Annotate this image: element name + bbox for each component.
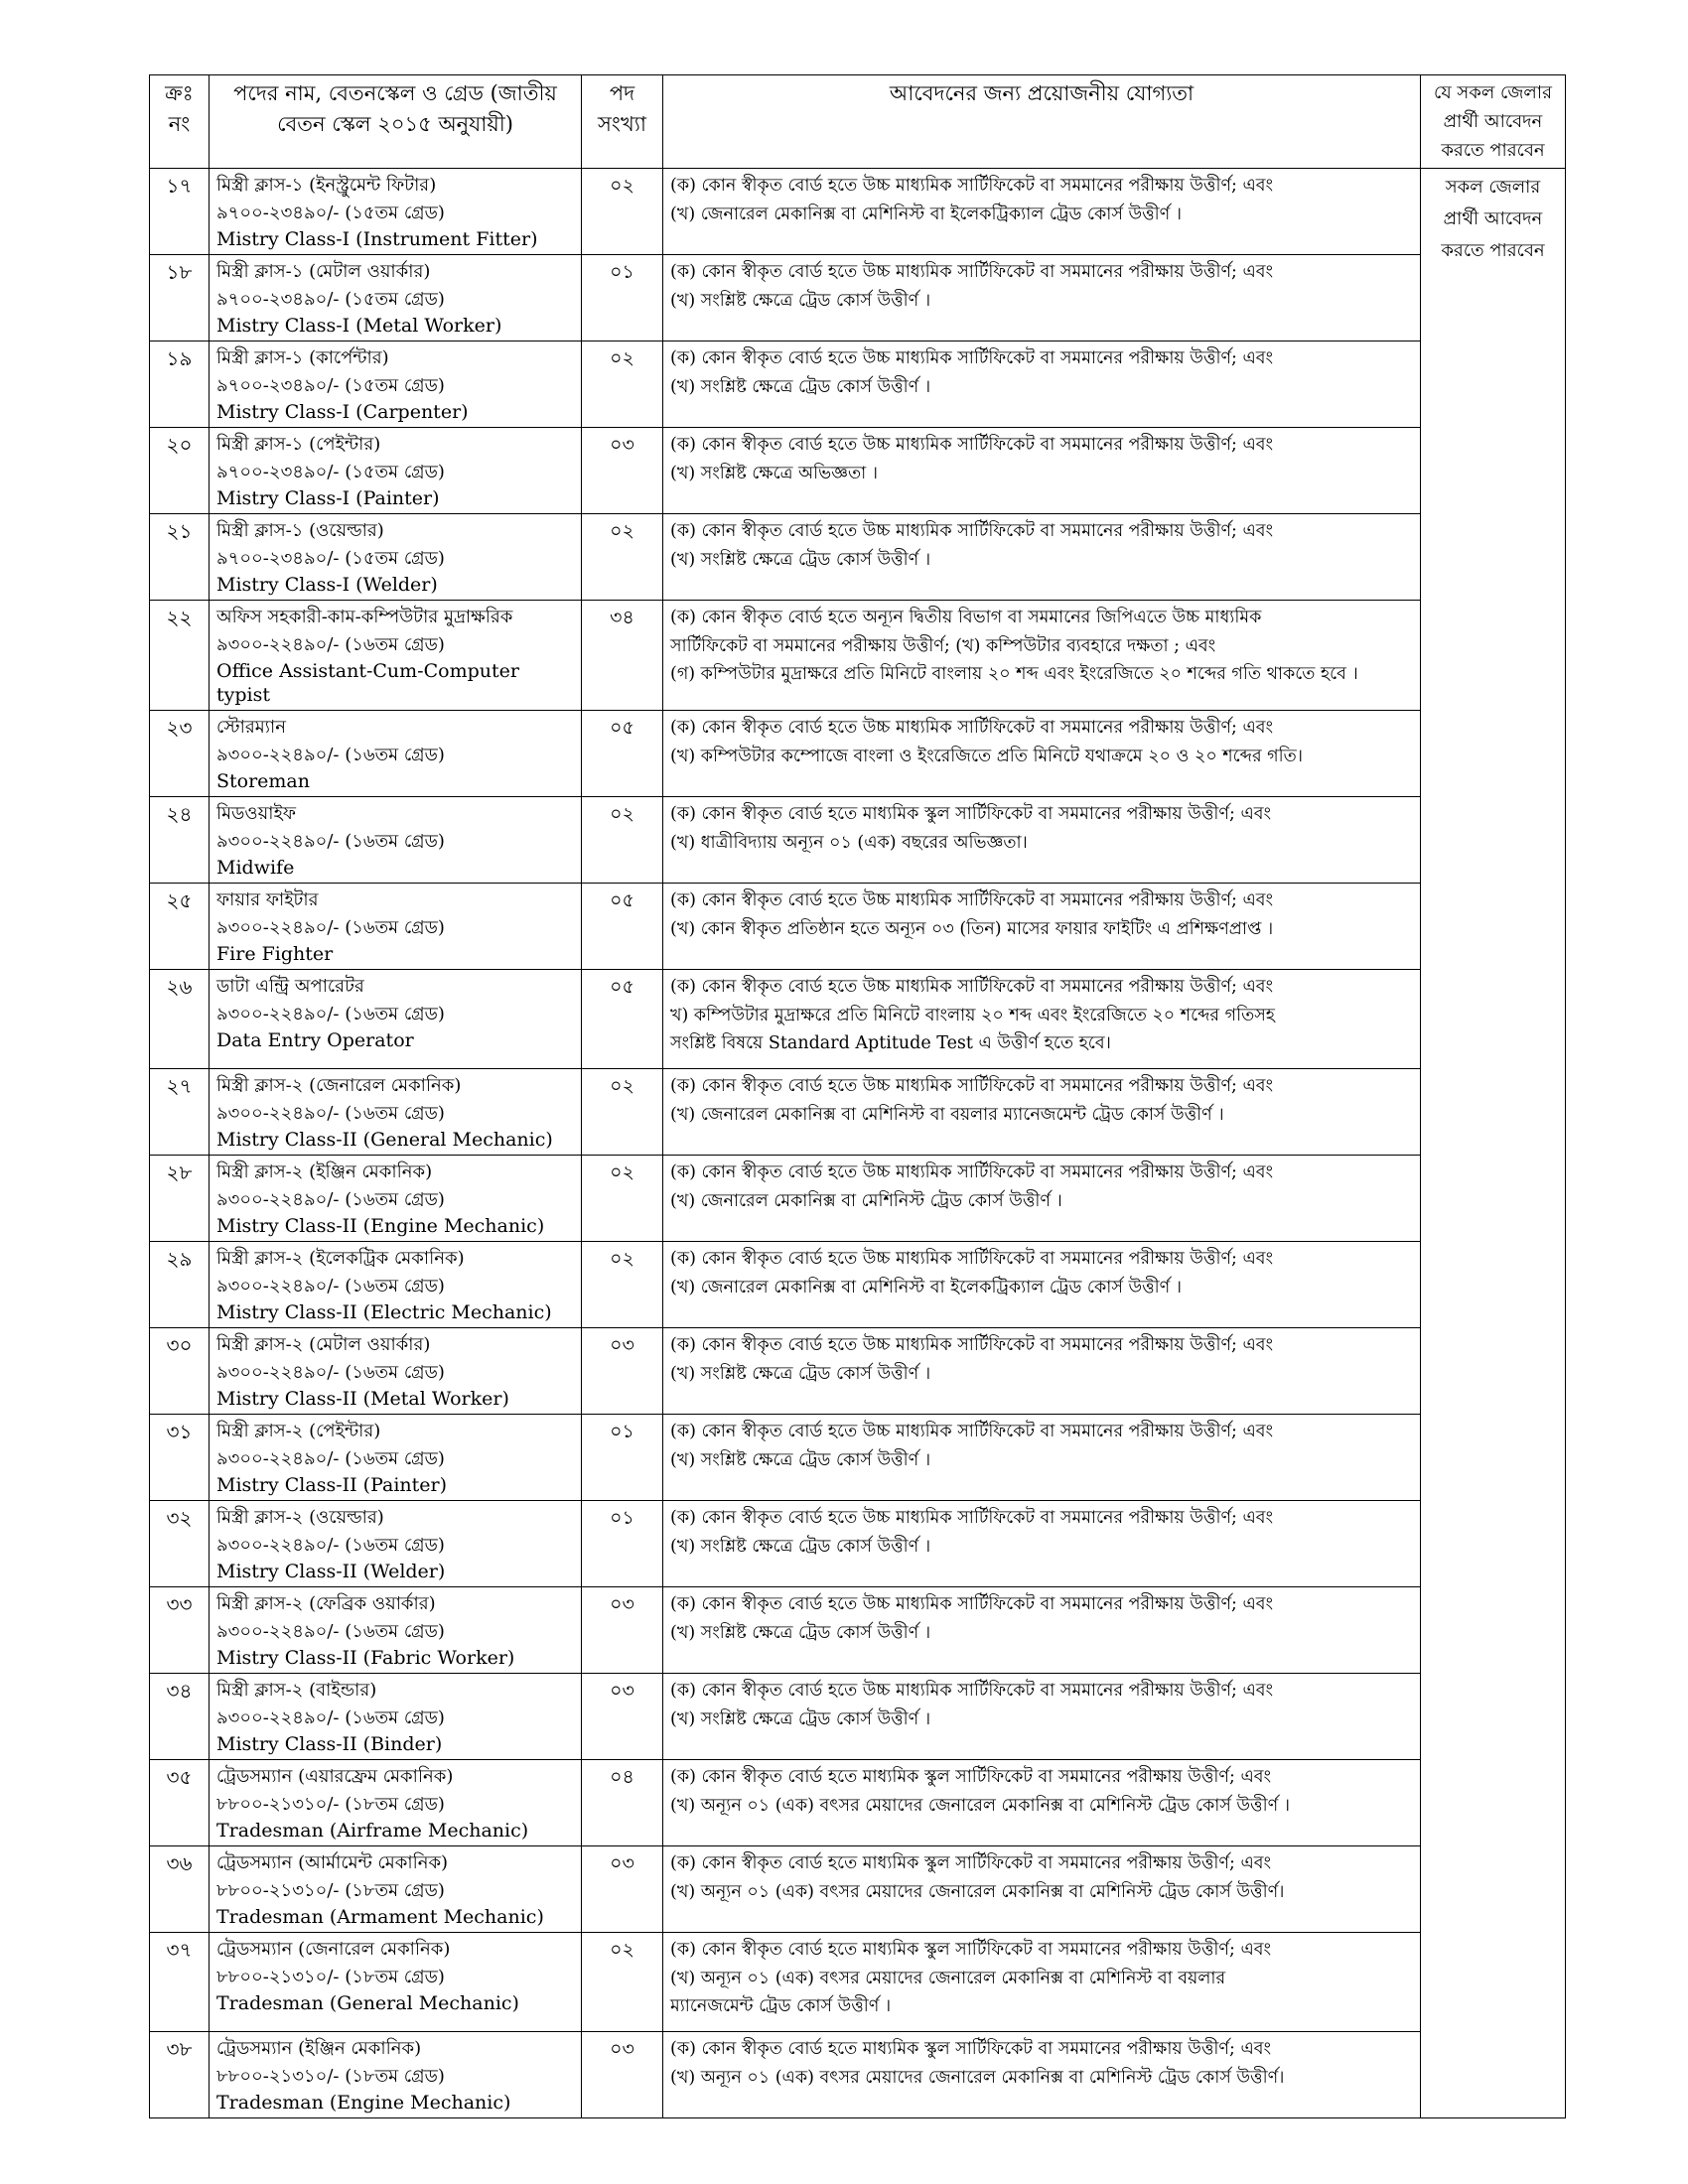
- post-cell: [210, 1156, 582, 1242]
- qualification-cell: [663, 601, 1421, 711]
- post-cell: [210, 1760, 582, 1846]
- qualification-line: (ক) কোন স্বীকৃত বোর্ড হতে উচ্চ মাধ্যমিক সার্টিফিকেট বা সমমানের পরীক্ষায় উত্তীর্ণ; এবং: [670, 1422, 1274, 1441]
- post-name-bn: মিস্ত্রী ক্লাস-২ (মেটাল ওয়ার্কার): [216, 1334, 431, 1355]
- qualification-line: (ক) কোন স্বীকৃত বোর্ড হতে উচ্চ মাধ্যমিক সার্টিফিকেট বা সমমানের পরীক্ষায় উত্তীর্ণ; এবং: [670, 348, 1274, 368]
- post-cell: [210, 1242, 582, 1328]
- qualification-line: (খ) সংশ্লিষ্ট ক্ষেত্রে ট্রেড কোর্স উত্তীর্ণ ।: [670, 1363, 931, 1384]
- qualification-line: (ক) কোন স্বীকৃত বোর্ড হতে উচ্চ মাধ্যমিক সার্টিফিকেট বা সমমানের পরীক্ষায় উত্তীর্ণ; এবং: [670, 521, 1274, 541]
- post-name-en: Tradesman (Airframe Mechanic): [216, 1820, 529, 1842]
- qualification-cell: [663, 711, 1421, 797]
- post-name-en: Mistry Class-II (Engine Mechanic): [216, 1215, 545, 1237]
- pay-scale: ৯৭০০-২৩৪৯০/- (১৫তম গ্রেড): [216, 289, 445, 310]
- pay-scale: ৯৭০০-২৩৪৯০/- (১৫তম গ্রেড): [216, 462, 445, 482]
- post-cell: [210, 428, 582, 514]
- table-row: [150, 1674, 1566, 1760]
- post-cell: [210, 255, 582, 341]
- post-name-bn: মিস্ত্রী ক্লাস-২ (বাইন্ডার): [216, 1680, 377, 1701]
- qualification-line: (ক) কোন স্বীকৃত বোর্ড হতে উচ্চ মাধ্যমিক সার্টিফিকেট বা সমমানের পরীক্ষায় উত্তীর্ণ; এবং: [670, 1335, 1274, 1355]
- table-row: [150, 169, 1566, 255]
- table-row: [150, 1933, 1566, 2032]
- qualification-cell: [663, 1069, 1421, 1156]
- qualification-line: (গ) কম্পিউটার মুদ্রাক্ষরে প্রতি মিনিটে বাংলায় ২০ শব্দ এবং ইংরেজিতে ২০ শব্দের গতি থাকতে হবে ।: [670, 664, 1358, 684]
- post-cell: [210, 1587, 582, 1674]
- post-cell: [210, 1933, 582, 2032]
- serial-number: ৩২: [150, 1501, 210, 1587]
- table-row: [150, 1760, 1566, 1846]
- post-cell: [210, 970, 582, 1069]
- qualification-line: (ক) কোন স্বীকৃত বোর্ড হতে উচ্চ মাধ্যমিক সার্টিফিকেট বা সমমানের পরীক্ষায় উত্তীর্ণ; এবং: [670, 1162, 1274, 1182]
- post-name-en: Mistry Class-II (Electric Mechanic): [216, 1301, 552, 1323]
- qualification-cell: [663, 1415, 1421, 1501]
- post-name-en: Data Entry Operator: [216, 1029, 414, 1051]
- post-name-en: Mistry Class-I (Carpenter): [216, 401, 469, 423]
- qualification-line: (খ) অন্যূন ০১ (এক) বৎসর মেয়াদের জেনারেল মেকানিক্স বা মেশিনিস্ট ট্রেড কোর্স উত্তীর্ণ।: [670, 1881, 1285, 1902]
- qualification-cell: [663, 1328, 1421, 1415]
- qualification-line: (খ) অন্যূন ০১ (এক) বৎসর মেয়াদের জেনারেল মেকানিক্স বা মেশিনিস্ট ট্রেড কোর্স উত্তীর্ণ।: [670, 2067, 1285, 2088]
- qualification-line: (খ) জেনারেল মেকানিক্স বা মেশিনিস্ট বা বয়লার ম্যানেজমেন্ট ট্রেড কোর্স উত্তীর্ণ ।: [670, 1104, 1224, 1125]
- qualification-cell: [663, 1674, 1421, 1760]
- qualification-line: (খ) সংশ্লিষ্ট ক্ষেত্রে অভিজ্ঞতা ।: [670, 463, 878, 483]
- qualification-line: (খ) সংশ্লিষ্ট ক্ষেত্রে ট্রেড কোর্স উত্তীর্ণ ।: [670, 549, 931, 570]
- pay-scale: ৯৩০০-২২৪৯০/- (১৬তম গ্রেড): [216, 1621, 445, 1642]
- table-row: [150, 1242, 1566, 1328]
- qualification-line: (খ) সংশ্লিষ্ট ক্ষেত্রে ট্রেড কোর্স উত্তীর্ণ ।: [670, 290, 931, 311]
- qualification-line: (ক) কোন স্বীকৃত বোর্ড হতে উচ্চ মাধ্যমিক সার্টিফিকেট বা সমমানের পরীক্ষায় উত্তীর্ণ; এবং: [670, 1249, 1274, 1269]
- post-name-en: Midwife: [216, 857, 295, 879]
- eligible-districts: সকল জেলার প্রার্থী আবেদন করতে পারবেন: [1421, 169, 1566, 2118]
- serial-number: ১৯: [150, 341, 210, 428]
- post-count: ০৩: [582, 1587, 663, 1674]
- post-cell: [210, 1674, 582, 1760]
- post-name-en: Mistry Class-II (Binder): [216, 1733, 443, 1755]
- qualification-cell: [663, 2032, 1421, 2118]
- pay-scale: ৯৩০০-২২৪৯০/- (১৬তম গ্রেড): [216, 1448, 445, 1469]
- qualification-line: (খ) সংশ্লিষ্ট ক্ষেত্রে ট্রেড কোর্স উত্তীর্ণ ।: [670, 1449, 931, 1470]
- header-districts: যে সকল জেলার প্রার্থী আবেদন করতে পারবেন: [1421, 75, 1566, 169]
- post-name-bn: মিস্ত্রী ক্লাস-২ (ফেব্রিক ওয়ার্কার): [216, 1593, 436, 1614]
- post-count: ০৫: [582, 884, 663, 970]
- post-name-en: Mistry Class-II (Welder): [216, 1561, 446, 1582]
- qualification-line: (ক) কোন স্বীকৃত বোর্ড হতে মাধ্যমিক স্কুল সার্টিফিকেট বা সমমানের পরীক্ষায় উত্তীর্ণ; এবং: [670, 2039, 1272, 2059]
- qualification-line: (ক) কোন স্বীকৃত বোর্ড হতে উচ্চ মাধ্যমিক সার্টিফিকেট বা সমমানের পরীক্ষায় উত্তীর্ণ; এবং: [670, 977, 1274, 997]
- qualification-line: (খ) ধাত্রীবিদ্যায় অন্যূন ০১ (এক) বছরের অভিজ্ঞতা।: [670, 832, 1028, 853]
- post-name-en: Office Assistant-Cum-Computer typist: [216, 660, 519, 706]
- serial-number: ২৭: [150, 1069, 210, 1156]
- post-cell: [210, 1846, 582, 1933]
- table-row: [150, 1328, 1566, 1415]
- post-name-en: Mistry Class-II (Metal Worker): [216, 1388, 509, 1410]
- qualification-line: (ক) কোন স্বীকৃত বোর্ড হতে উচ্চ মাধ্যমিক সার্টিফিকেট বা সমমানের পরীক্ষায় উত্তীর্ণ; এবং: [670, 1594, 1274, 1614]
- table-row: [150, 341, 1566, 428]
- qualification-cell: [663, 514, 1421, 601]
- post-name-en: Mistry Class-II (General Mechanic): [216, 1129, 553, 1151]
- pay-scale: ৯৩০০-২২৪৯০/- (১৬তম গ্রেড): [216, 1707, 445, 1728]
- post-name-bn: মিস্ত্রী ক্লাস-২ (ওয়েল্ডার): [216, 1507, 384, 1528]
- qualification-line: (ক) কোন স্বীকৃত বোর্ড হতে উচ্চ মাধ্যমিক সার্টিফিকেট বা সমমানের পরীক্ষায় উত্তীর্ণ; এবং: [670, 890, 1274, 910]
- pay-scale: ৯৩০০-২২৪৯০/- (১৬তম গ্রেড): [216, 917, 445, 938]
- post-count: ০৩: [582, 428, 663, 514]
- qualification-line: (খ) সংশ্লিষ্ট ক্ষেত্রে ট্রেড কোর্স উত্তীর্ণ ।: [670, 376, 931, 397]
- qualification-cell: [663, 428, 1421, 514]
- table-row: [150, 1587, 1566, 1674]
- qualification-line: (খ) জেনারেল মেকানিক্স বা মেশিনিস্ট ট্রেড কোর্স উত্তীর্ণ ।: [670, 1190, 1062, 1211]
- qualification-line: (ক) কোন স্বীকৃত বোর্ড হতে উচ্চ মাধ্যমিক সার্টিফিকেট বা সমমানের পরীক্ষায় উত্তীর্ণ; এবং: [670, 718, 1274, 738]
- post-name-en: Mistry Class-I (Instrument Fitter): [216, 228, 538, 250]
- serial-number: ২৩: [150, 711, 210, 797]
- post-count: ০২: [582, 169, 663, 255]
- post-cell: [210, 1069, 582, 1156]
- qualification-cell: [663, 1156, 1421, 1242]
- post-count: ০২: [582, 1242, 663, 1328]
- post-cell: [210, 797, 582, 884]
- post-name-bn: মিস্ত্রী ক্লাস-১ (পেইন্টার): [216, 434, 381, 455]
- post-name-en: Tradesman (Armament Mechanic): [216, 1906, 544, 1928]
- qualification-line: (খ) সংশ্লিষ্ট ক্ষেত্রে ট্রেড কোর্স উত্তীর্ণ ।: [670, 1708, 931, 1729]
- pay-scale: ৯৩০০-২২৪৯০/- (১৬তম গ্রেড): [216, 1535, 445, 1556]
- post-count: ০২: [582, 1156, 663, 1242]
- qualification-line: (খ) কোন স্বীকৃত প্রতিষ্ঠান হতে অন্যূন ০৩ (তিন) মাসের ফায়ার ফাইটিং এ প্রশিক্ষণপ্রাপ্ত ।: [670, 918, 1274, 939]
- post-name-en: Mistry Class-II (Painter): [216, 1474, 448, 1496]
- table-row: [150, 1846, 1566, 1933]
- qualification-line: (খ) কম্পিউটার কম্পোজে বাংলা ও ইংরেজিতে প্রতি মিনিটে যথাক্রমে ২০ ও ২০ শব্দের গতি।: [670, 746, 1304, 766]
- table-row: [150, 2032, 1566, 2118]
- qualification-cell: [663, 884, 1421, 970]
- pay-scale: ৯৩০০-২২৪৯০/- (১৬তম গ্রেড): [216, 745, 445, 765]
- post-name-bn: ফায়ার ফাইটার: [216, 889, 319, 910]
- post-cell: [210, 2032, 582, 2118]
- header-serial: ক্রঃ নং: [150, 75, 210, 169]
- pay-scale: ৮৮০০-২১৩১০/- (১৮তম গ্রেড): [216, 1880, 445, 1901]
- post-name-bn: মিডওয়াইফ: [216, 803, 296, 824]
- qualification-line: (ক) কোন স্বীকৃত বোর্ড হতে উচ্চ মাধ্যমিক সার্টিফিকেট বা সমমানের পরীক্ষায় উত্তীর্ণ; এবং: [670, 262, 1274, 282]
- post-name-bn: ট্রেডসম্যান (জেনারেল মেকানিক): [216, 1939, 451, 1960]
- post-count: ০৪: [582, 1760, 663, 1846]
- table-row: [150, 255, 1566, 341]
- qualification-cell: [663, 1587, 1421, 1674]
- post-name-bn: মিস্ত্রী ক্লাস-২ (পেইন্টার): [216, 1421, 381, 1441]
- qualification-line: সার্টিফিকেট বা সমমানের পরীক্ষায় উত্তীর্ণ; (খ) কম্পিউটার ব্যবহারে দক্ষতা ; এবং: [670, 635, 1216, 656]
- post-name-en: Storeman: [216, 770, 310, 792]
- post-count: ০৫: [582, 711, 663, 797]
- table-row: [150, 428, 1566, 514]
- qualification-line: (ক) কোন স্বীকৃত বোর্ড হতে উচ্চ মাধ্যমিক সার্টিফিকেট বা সমমানের পরীক্ষায় উত্তীর্ণ; এবং: [670, 1076, 1274, 1096]
- table-row: [150, 514, 1566, 601]
- post-count: ০৩: [582, 1846, 663, 1933]
- serial-number: ২২: [150, 601, 210, 711]
- post-count: ০১: [582, 1501, 663, 1587]
- post-name-en: Mistry Class-II (Fabric Worker): [216, 1647, 515, 1669]
- qualification-line: (ক) কোন স্বীকৃত বোর্ড হতে মাধ্যমিক স্কুল সার্টিফিকেট বা সমমানের পরীক্ষায় উত্তীর্ণ; এবং: [670, 1767, 1272, 1787]
- qualification-line: (ক) কোন স্বীকৃত বোর্ড হতে উচ্চ মাধ্যমিক সার্টিফিকেট বা সমমানের পরীক্ষায় উত্তীর্ণ; এবং: [670, 1681, 1274, 1701]
- qualification-line: সংশ্লিষ্ট বিষয়ে Standard Aptitude Test এ উত্তীর্ণ হতে হবে।: [670, 1033, 1111, 1053]
- serial-number: ২৬: [150, 970, 210, 1069]
- table-body: [150, 169, 1566, 2118]
- qualification-cell: [663, 797, 1421, 884]
- post-name-bn: ট্রেডসম্যান (এয়ারফ্রেম মেকানিক): [216, 1766, 454, 1787]
- serial-number: ৩৪: [150, 1674, 210, 1760]
- pay-scale: ৯৩০০-২২৪৯০/- (১৬তম গ্রেড): [216, 634, 445, 655]
- pay-scale: ৯৩০০-২২৪৯০/- (১৬তম গ্রেড): [216, 831, 445, 852]
- pay-scale: ৯৩০০-২২৪৯০/- (১৬তম গ্রেড): [216, 1189, 445, 1210]
- serial-number: ২০: [150, 428, 210, 514]
- qualification-cell: [663, 169, 1421, 255]
- post-name-bn: মিস্ত্রী ক্লাস-১ (ওয়েল্ডার): [216, 520, 384, 541]
- header-count: পদ সংখ্যা: [582, 75, 663, 169]
- qualification-cell: [663, 341, 1421, 428]
- post-cell: [210, 169, 582, 255]
- table-row: [150, 1156, 1566, 1242]
- qualification-cell: [663, 1501, 1421, 1587]
- post-name-bn: মিস্ত্রী ক্লাস-১ (ইনস্ট্রুমেন্ট ফিটার): [216, 175, 437, 196]
- post-count: ০১: [582, 1415, 663, 1501]
- header-qualification: আবেদনের জন্য প্রয়োজনীয় যোগ্যতা: [663, 75, 1421, 169]
- post-count: ০২: [582, 341, 663, 428]
- post-count: ০২: [582, 1933, 663, 2032]
- serial-number: ৩৭: [150, 1933, 210, 2032]
- pay-scale: ৯৩০০-২২৪৯০/- (১৬তম গ্রেড): [216, 1004, 445, 1024]
- table-header: [150, 75, 1566, 169]
- table-row: [150, 797, 1566, 884]
- serial-number: ২১: [150, 514, 210, 601]
- post-name-bn: স্টোরম্যান: [216, 717, 286, 738]
- qualification-line: খ) কম্পিউটার মুদ্রাক্ষরে প্রতি মিনিটে বাংলায় ২০ শব্দ এবং ইংরেজিতে ২০ শব্দের গতিসহ: [670, 1005, 1275, 1025]
- post-count: ০২: [582, 514, 663, 601]
- post-count: ০৩: [582, 1328, 663, 1415]
- serial-number: ৩৬: [150, 1846, 210, 1933]
- pay-scale: ৯৭০০-২৩৪৯০/- (১৫তম গ্রেড): [216, 548, 445, 569]
- post-name-en: Tradesman (Engine Mechanic): [216, 2092, 511, 2114]
- post-cell: [210, 1328, 582, 1415]
- qualification-line: (খ) সংশ্লিষ্ট ক্ষেত্রে ট্রেড কোর্স উত্তীর্ণ ।: [670, 1536, 931, 1557]
- qualification-cell: [663, 1760, 1421, 1846]
- serial-number: ৩৩: [150, 1587, 210, 1674]
- pay-scale: ৮৮০০-২১৩১০/- (১৮তম গ্রেড): [216, 1794, 445, 1815]
- post-count: ০১: [582, 255, 663, 341]
- post-name-bn: ট্রেডসম্যান (ইঞ্জিন মেকানিক): [216, 2038, 422, 2059]
- qualification-line: (ক) কোন স্বীকৃত বোর্ড হতে উচ্চ মাধ্যমিক সার্টিফিকেট বা সমমানের পরীক্ষায় উত্তীর্ণ; এবং: [670, 1508, 1274, 1528]
- serial-number: ৩০: [150, 1328, 210, 1415]
- post-cell: [210, 1501, 582, 1587]
- post-name-en: Mistry Class-I (Metal Worker): [216, 315, 502, 337]
- post-cell: [210, 711, 582, 797]
- qualification-line: (ক) কোন স্বীকৃত বোর্ড হতে উচ্চ মাধ্যমিক সার্টিফিকেট বা সমমানের পরীক্ষায় উত্তীর্ণ; এবং: [670, 435, 1274, 455]
- pay-scale: ৯৩০০-২২৪৯০/- (১৬তম গ্রেড): [216, 1362, 445, 1383]
- qualification-cell: [663, 1242, 1421, 1328]
- table-row: [150, 1069, 1566, 1156]
- pay-scale: ৯৭০০-২৩৪৯০/- (১৫তম গ্রেড): [216, 203, 445, 223]
- serial-number: ২৪: [150, 797, 210, 884]
- post-name-bn: অফিস সহকারী-কাম-কম্পিউটার মুদ্রাক্ষরিক: [216, 607, 513, 627]
- pay-scale: ৮৮০০-২১৩১০/- (১৮তম গ্রেড): [216, 1967, 445, 1987]
- table-row: [150, 970, 1566, 1069]
- serial-number: ১৮: [150, 255, 210, 341]
- serial-number: ২৯: [150, 1242, 210, 1328]
- table-row: [150, 711, 1566, 797]
- qualification-line: (ক) কোন স্বীকৃত বোর্ড হতে মাধ্যমিক স্কুল সার্টিফিকেট বা সমমানের পরীক্ষায় উত্তীর্ণ; এবং: [670, 804, 1272, 824]
- serial-number: ৩১: [150, 1415, 210, 1501]
- post-name-en: Fire Fighter: [216, 943, 334, 965]
- table-row: [150, 884, 1566, 970]
- serial-number: ৩৫: [150, 1760, 210, 1846]
- table-row: [150, 601, 1566, 711]
- qualification-line: ম্যানেজমেন্ট ট্রেড কোর্স উত্তীর্ণ ।: [670, 1996, 892, 2016]
- post-count: ০৩: [582, 1674, 663, 1760]
- qualification-line: (ক) কোন স্বীকৃত বোর্ড হতে অন্যূন দ্বিতীয় বিভাগ বা সমমানের জিপিএতে উচ্চ মাধ্যমিক: [670, 608, 1262, 627]
- post-name-bn: মিস্ত্রী ক্লাস-২ (ইলেকট্রিক মেকানিক): [216, 1248, 465, 1269]
- post-cell: [210, 1415, 582, 1501]
- qualification-line: (খ) জেনারেল মেকানিক্স বা মেশিনিস্ট বা ইলেকট্রিক্যাল ট্রেড কোর্স উত্তীর্ণ ।: [670, 204, 1182, 224]
- post-name-bn: ট্রেডসম্যান (আর্মামেন্ট মেকানিক): [216, 1852, 449, 1873]
- serial-number: ২৫: [150, 884, 210, 970]
- qualification-cell: [663, 1846, 1421, 1933]
- header-post: পদের নাম, বেতনস্কেল ও গ্রেড (জাতীয় বেতন স্কেল ২০১৫ অনুযায়ী): [210, 75, 582, 169]
- qualification-cell: [663, 1933, 1421, 2032]
- table-row: [150, 1415, 1566, 1501]
- post-name-en: Mistry Class-I (Welder): [216, 574, 438, 596]
- post-count: ০৩: [582, 2032, 663, 2118]
- post-cell: [210, 884, 582, 970]
- qualification-cell: [663, 970, 1421, 1069]
- post-cell: [210, 514, 582, 601]
- serial-number: ২৮: [150, 1156, 210, 1242]
- post-name-bn: ডাটা এন্ট্রি অপারেটর: [216, 976, 364, 997]
- post-name-en: Tradesman (General Mechanic): [216, 1992, 519, 2014]
- pay-scale: ৯৩০০-২২৪৯০/- (১৬তম গ্রেড): [216, 1276, 445, 1297]
- qualification-line: (খ) অন্যূন ০১ (এক) বৎসর মেয়াদের জেনারেল মেকানিক্স বা মেশিনিস্ট ট্রেড কোর্স উত্তীর্ণ ।: [670, 1795, 1290, 1816]
- qualification-line: (ক) কোন স্বীকৃত বোর্ড হতে উচ্চ মাধ্যমিক সার্টিফিকেট বা সমমানের পরীক্ষায় উত্তীর্ণ; এবং: [670, 176, 1274, 196]
- recruitment-table: [149, 74, 1566, 2118]
- post-name-bn: মিস্ত্রী ক্লাস-১ (কার্পেন্টার): [216, 347, 389, 368]
- pay-scale: ৯৩০০-২২৪৯০/- (১৬তম গ্রেড): [216, 1103, 445, 1124]
- post-count: ০২: [582, 797, 663, 884]
- post-name-bn: মিস্ত্রী ক্লাস-২ (ইঞ্জিন মেকানিক): [216, 1161, 433, 1182]
- qualification-line: (খ) জেনারেল মেকানিক্স বা মেশিনিস্ট বা ইলেকট্রিক্যাল ট্রেড কোর্স উত্তীর্ণ ।: [670, 1277, 1182, 1297]
- post-cell: [210, 601, 582, 711]
- table-row: [150, 1501, 1566, 1587]
- qualification-line: (ক) কোন স্বীকৃত বোর্ড হতে মাধ্যমিক স্কুল সার্টিফিকেট বা সমমানের পরীক্ষায় উত্তীর্ণ; এবং: [670, 1940, 1272, 1960]
- post-cell: [210, 341, 582, 428]
- pay-scale: ৯৭০০-২৩৪৯০/- (১৫তম গ্রেড): [216, 375, 445, 396]
- qualification-line: (খ) সংশ্লিষ্ট ক্ষেত্রে ট্রেড কোর্স উত্তীর্ণ ।: [670, 1622, 931, 1643]
- qualification-cell: [663, 255, 1421, 341]
- qualification-line: (ক) কোন স্বীকৃত বোর্ড হতে মাধ্যমিক স্কুল সার্টিফিকেট বা সমমানের পরীক্ষায় উত্তীর্ণ; এবং: [670, 1853, 1272, 1873]
- qualification-line: (খ) অন্যূন ০১ (এক) বৎসর মেয়াদের জেনারেল মেকানিক্স বা মেশিনিস্ট বা বয়লার: [670, 1968, 1226, 1988]
- serial-number: ১৭: [150, 169, 210, 255]
- post-count: ৩৪: [582, 601, 663, 711]
- pay-scale: ৮৮০০-২১৩১০/- (১৮তম গ্রেড): [216, 2066, 445, 2087]
- serial-number: ৩৮: [150, 2032, 210, 2118]
- post-name-bn: মিস্ত্রী ক্লাস-১ (মেটাল ওয়ার্কার): [216, 261, 431, 282]
- post-count: ০২: [582, 1069, 663, 1156]
- post-count: ০৫: [582, 970, 663, 1069]
- post-name-bn: মিস্ত্রী ক্লাস-২ (জেনারেল মেকানিক): [216, 1075, 462, 1096]
- post-name-en: Mistry Class-I (Painter): [216, 487, 440, 509]
